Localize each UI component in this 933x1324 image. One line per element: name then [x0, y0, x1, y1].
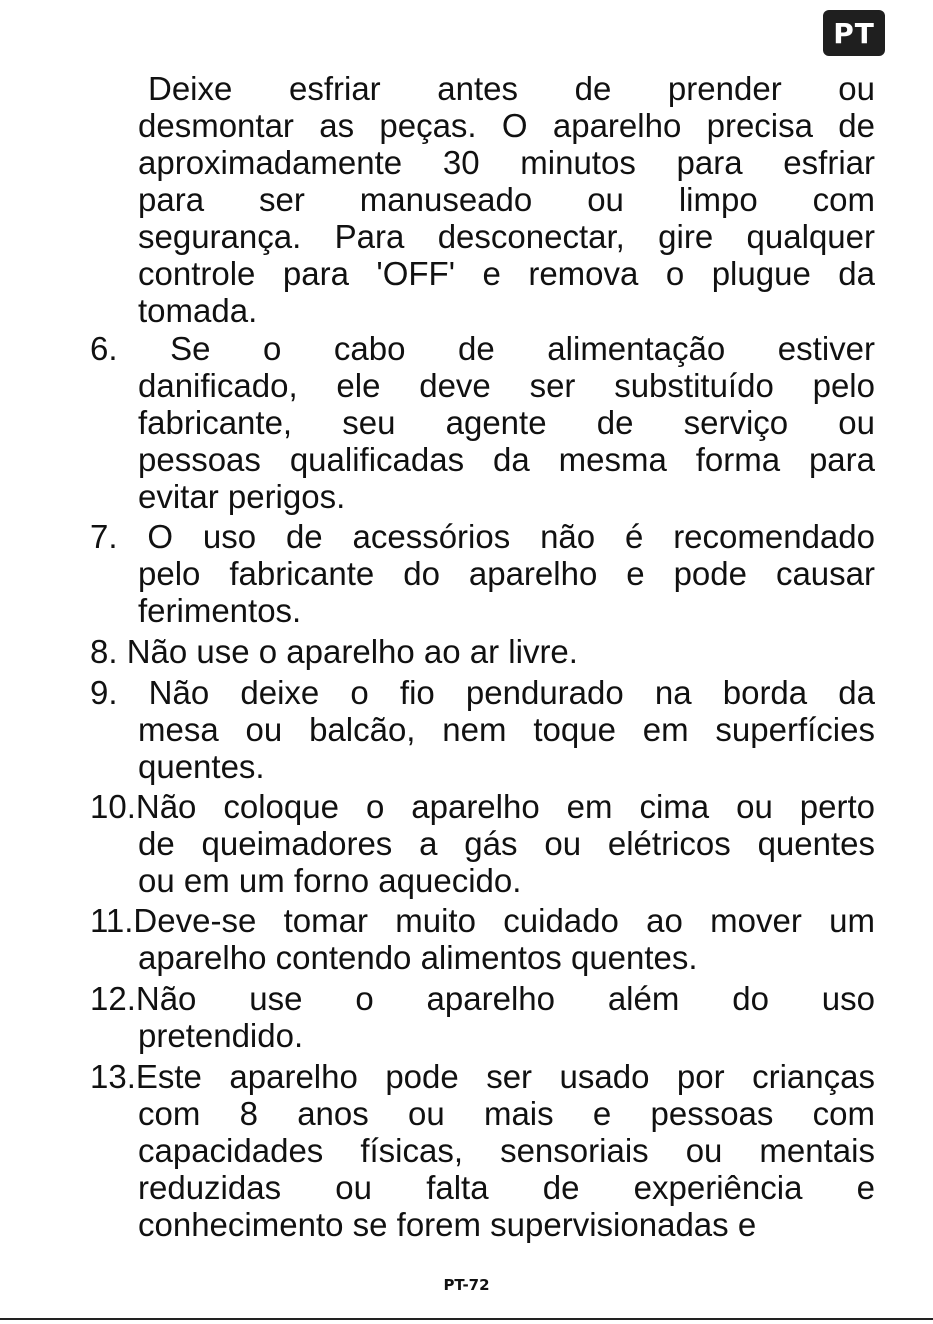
list-item-13-line: 13.Este aparelho pode ser usado por crianças [90, 1058, 875, 1095]
text-line: com 8 anos ou mais e pessoas com [138, 1095, 875, 1132]
text-line: pretendido. [138, 1017, 304, 1054]
text-line: ferimentos. [138, 592, 302, 629]
page-number: PT-72 [443, 1276, 490, 1294]
list-item-9-line: 9. Não deixe o fio pendurado na borda da [90, 674, 875, 711]
text-line: pessoas qualificadas da mesma forma para [138, 441, 875, 478]
text-line: danificado, ele deve ser substituído pelo [138, 367, 875, 404]
text-line: pelo fabricante do aparelho e pode causar [138, 555, 875, 592]
text-line: segurança. Para desconectar, gire qualquer [138, 218, 875, 255]
bottom-rule [0, 1318, 933, 1320]
language-badge: PT [823, 10, 885, 56]
text-line: conhecimento se forem supervisionadas e [138, 1206, 757, 1243]
list-item-7-line: 7. O uso de acessórios não é recomendado [90, 518, 875, 555]
list-item-11-line: 11.Deve-se tomar muito cuidado ao mover um [90, 902, 875, 939]
text-line: reduzidas ou falta de experiência e [138, 1169, 875, 1206]
text-line: ou em um forno aquecido. [138, 862, 522, 899]
text-line: capacidades físicas, sensoriais ou mentais [138, 1132, 875, 1169]
text-line: controle para 'OFF' e remova o plugue da [138, 255, 875, 292]
text-line: aproximadamente 30 minutos para esfriar [138, 144, 875, 181]
text-line: evitar perigos. [138, 478, 346, 515]
text-line: aparelho contendo alimentos quentes. [138, 939, 698, 976]
text-line: fabricante, seu agente de serviço ou [138, 404, 875, 441]
text-line: Deixe esfriar antes de prender ou [148, 70, 875, 107]
text-line: tomada. [138, 292, 258, 329]
text-line: de queimadores a gás ou elétricos quentes [138, 825, 875, 862]
text-line: desmontar as peças. O aparelho precisa de [138, 107, 875, 144]
text-line: quentes. [138, 748, 265, 785]
text-line: mesa ou balcão, nem toque em superfícies [138, 711, 875, 748]
list-item-12-line: 12.Não use o aparelho além do uso [90, 980, 875, 1017]
list-item-10-line: 10.Não coloque o aparelho em cima ou perto [90, 788, 875, 825]
list-item-8-line: 8. Não use o aparelho ao ar livre. [90, 633, 578, 670]
list-item-6-line: 6. Se o cabo de alimentação estiver [90, 330, 875, 367]
text-line: para ser manuseado ou limpo com [138, 181, 875, 218]
